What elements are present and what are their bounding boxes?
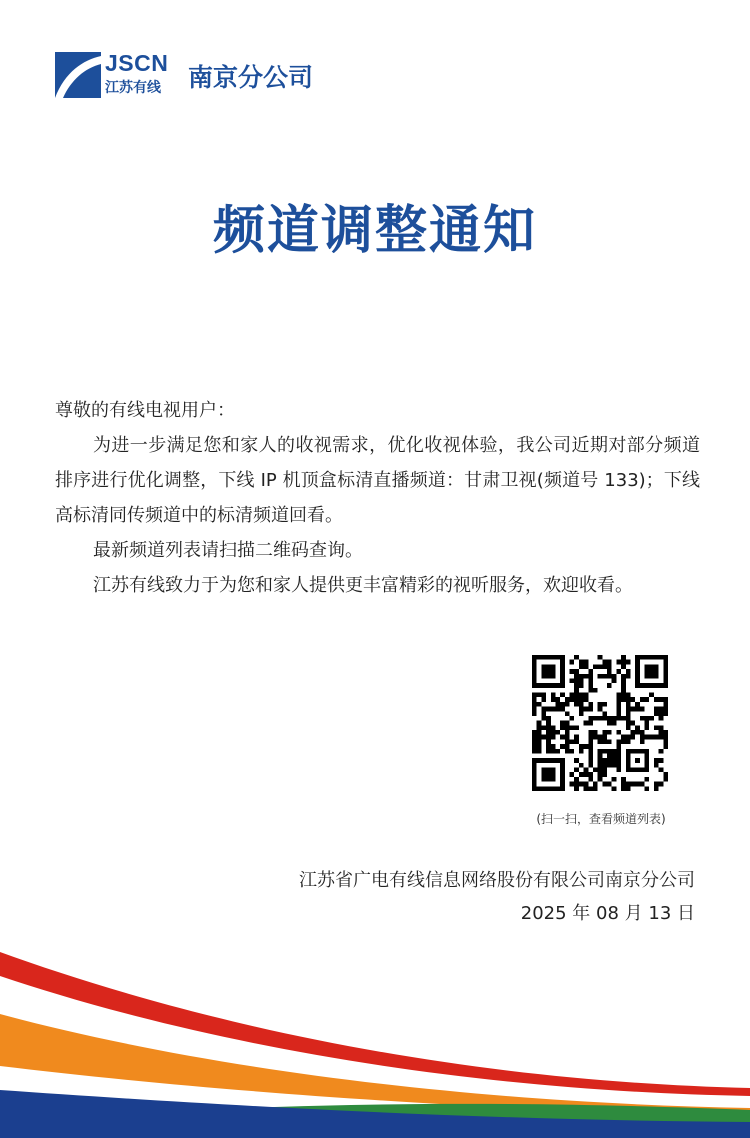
notice-title: 频道调整通知 — [212, 201, 537, 261]
company-logo — [55, 52, 345, 102]
greeting: 尊敬的有线电视用户： — [55, 400, 235, 421]
paragraph-qr-hint: 最新频道列表请扫描二维码查询。 — [93, 540, 363, 561]
logo-branch-name: 南京分公司 — [188, 63, 314, 92]
logo-brand-en: JSCN — [105, 50, 169, 76]
paragraph-main: 为进一步满足您和家人的收视需求，优化收视体验，我公司近期对部分频道排序进行优化调整，下线 IP 机顶盒标清直播频道：甘肃卫视(频道号 133)；下线高标清同传频道中的标清频道回看。 — [55, 435, 700, 526]
signer: 江苏省广电有线信息网络股份有限公司南京分公司 — [299, 870, 695, 891]
decorative-swoosh — [0, 940, 750, 1138]
notice-body — [55, 393, 700, 603]
paragraph-closing: 江苏有线致力于为您和家人提供更丰富精彩的视听服务，欢迎收看。 — [93, 575, 633, 596]
qr-code[interactable] — [532, 655, 668, 791]
qr-caption: (扫一扫，查看频道列表) — [536, 812, 666, 826]
logo-brand-cn: 江苏有线 — [105, 80, 161, 96]
jscn-logo-icon — [55, 52, 101, 98]
notice-date: 2025 年 08 月 13 日 — [520, 903, 695, 924]
